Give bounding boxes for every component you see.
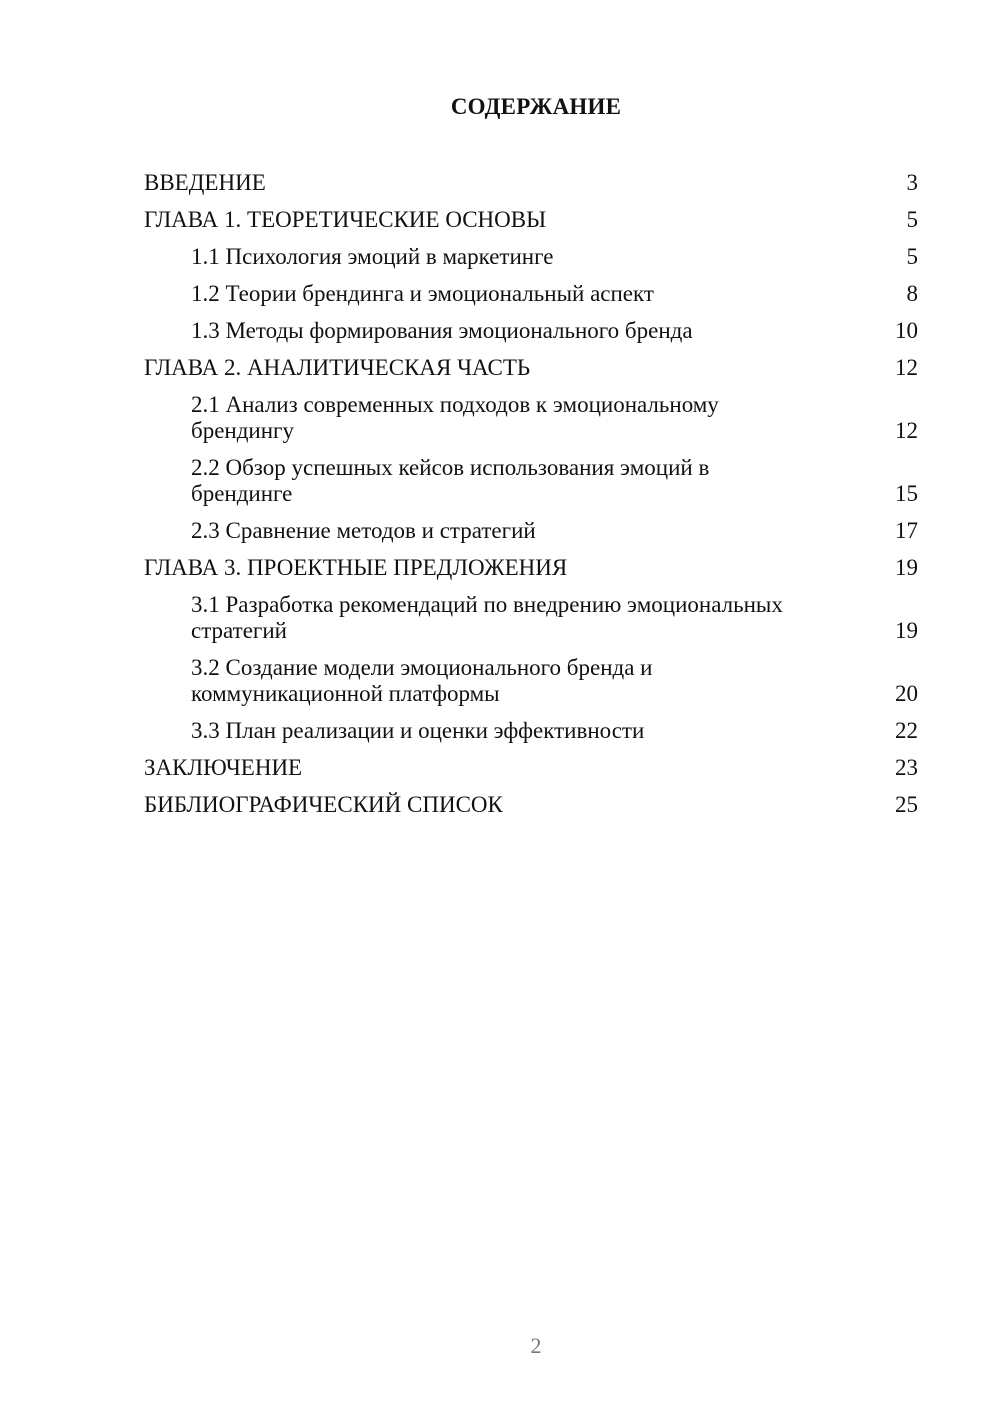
toc-entry	[144, 207, 918, 233]
toc-entry	[144, 392, 918, 444]
toc-entry-page: 20	[895, 681, 918, 706]
toc-entry-label: ГЛАВА 2. АНАЛИТИЧЕСКАЯ ЧАСТЬ	[144, 355, 531, 380]
toc-entry-label: БИБЛИОГРАФИЧЕСКИЙ СПИСОК	[144, 792, 503, 817]
toc-entry	[144, 655, 918, 707]
toc-entry-page: 17	[895, 518, 918, 543]
toc-entry-page: 23	[895, 755, 918, 780]
page-number: 2	[530, 1333, 542, 1358]
toc-entry	[144, 244, 918, 270]
toc-entry-label: ГЛАВА 3. ПРОЕКТНЫЕ ПРЕДЛОЖЕНИЯ	[144, 555, 568, 580]
toc-entry-label: ВВЕДЕНИЕ	[144, 170, 266, 195]
toc-entry-label: 1.3 Методы формирования эмоционального бренда	[191, 318, 693, 343]
toc-entry	[144, 792, 918, 818]
toc-entry-page: 5	[906, 244, 918, 269]
toc-entry-page: 19	[895, 618, 918, 643]
toc-entry	[144, 518, 918, 544]
toc-entry	[144, 170, 918, 196]
toc-entry-page: 10	[895, 318, 918, 343]
toc-entry	[144, 455, 918, 507]
toc-entry-page: 15	[895, 481, 918, 506]
toc-entry-page: 19	[895, 555, 918, 580]
toc-entry-page: 12	[895, 418, 918, 443]
toc-entry-page: 8	[906, 281, 918, 306]
toc-entry-page: 3	[906, 170, 918, 195]
toc-entry-label: 1.1 Психология эмоций в маркетинге	[191, 244, 554, 269]
toc-entry	[144, 355, 918, 381]
toc-entry	[144, 718, 918, 744]
toc-entry-page: 5	[906, 207, 918, 232]
toc-entry	[144, 592, 918, 644]
table-of-contents	[144, 170, 918, 818]
toc-entry	[144, 281, 918, 307]
toc-entry-label: 2.1 Анализ современных подходов к эмоциональному брендингу	[191, 392, 719, 443]
toc-entry	[144, 755, 918, 781]
toc-entry-page: 12	[895, 355, 918, 380]
toc-entry-label: 3.2 Создание модели эмоционального бренда и коммуникационной платформы	[191, 655, 653, 706]
toc-entry-label: 2.3 Сравнение методов и стратегий	[191, 518, 536, 543]
toc-entry-page: 25	[895, 792, 918, 817]
toc-entry-label: 3.1 Разработка рекомендаций по внедрению эмоциональных стратегий	[191, 592, 783, 643]
toc-entry	[144, 318, 918, 344]
toc-entry-page: 22	[895, 718, 918, 743]
toc-title: СОДЕРЖАНИЕ	[450, 94, 622, 119]
toc-entry-label: 2.2 Обзор успешных кейсов использования эмоций в брендинге	[191, 455, 710, 506]
toc-entry-label: 1.2 Теории брендинга и эмоциональный аспект	[191, 281, 654, 306]
toc-entry-label: ГЛАВА 1. ТЕОРЕТИЧЕСКИЕ ОСНОВЫ	[144, 207, 547, 232]
toc-entry-label: ЗАКЛЮЧЕНИЕ	[144, 755, 303, 780]
toc-entry-label: 3.3 План реализации и оценки эффективности	[191, 718, 645, 743]
toc-entry	[144, 555, 918, 581]
